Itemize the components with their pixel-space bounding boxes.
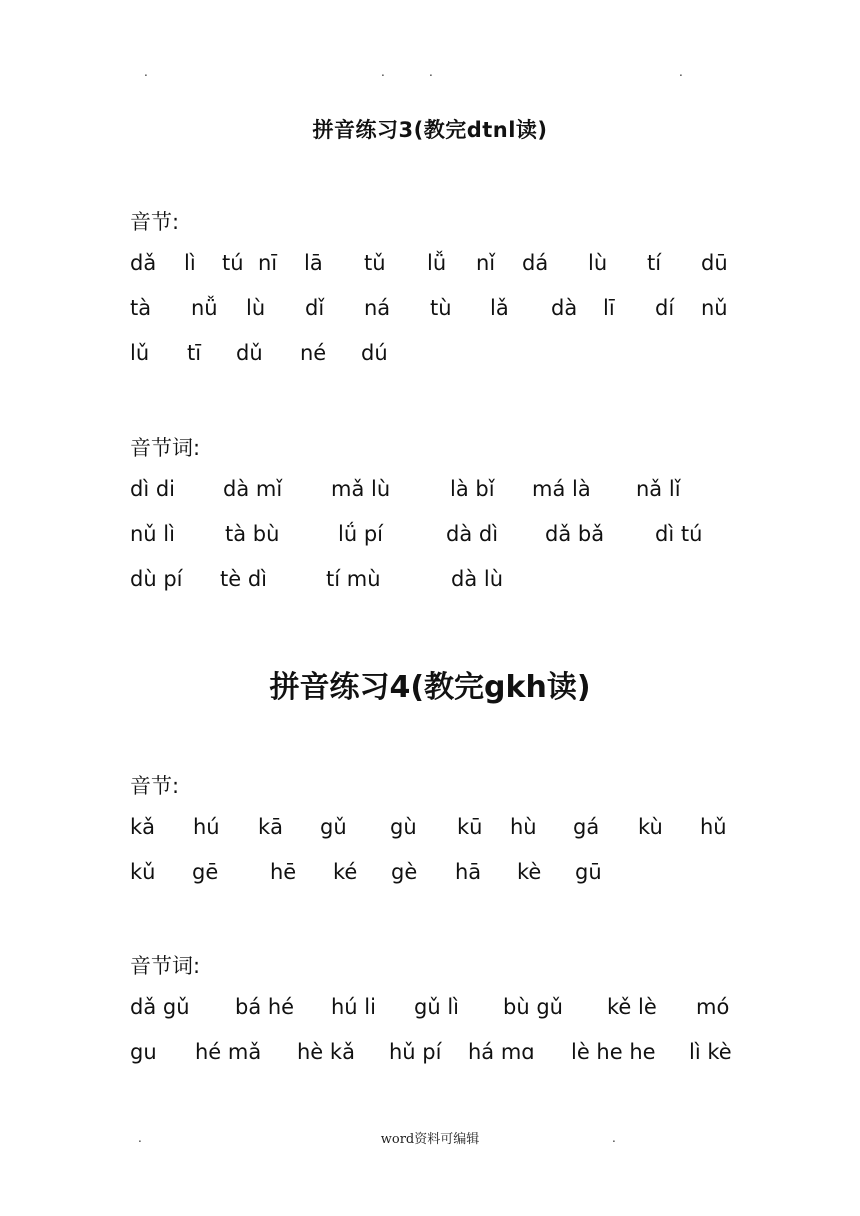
syllable: lǔ xyxy=(130,341,150,365)
syllable-word: mó xyxy=(696,995,730,1019)
syllable-word: dǎ gǔ xyxy=(130,995,190,1019)
syllable: hǔ xyxy=(700,815,727,839)
syllable: nǚ xyxy=(191,296,218,320)
syllable: kù xyxy=(638,815,663,839)
section3-title: 拼音练习3(教完dtnl读) xyxy=(312,118,548,142)
syllable: dà xyxy=(551,296,578,320)
syllable-word: gu xyxy=(130,1040,157,1064)
syllable: tù xyxy=(430,296,452,320)
section3-words-label: 音节词: xyxy=(130,436,201,460)
syllable-word: bá hé xyxy=(235,995,295,1019)
syllable-word: nǔ lì xyxy=(130,522,175,546)
syllable-word: bù gǔ xyxy=(503,995,563,1019)
syllable-word: kě lè xyxy=(607,995,657,1019)
syllable-word: tí mù xyxy=(326,567,381,591)
syllable: gū xyxy=(575,860,602,884)
syllable: gá xyxy=(573,815,600,839)
syllable: lù xyxy=(588,251,608,275)
syllable: kā xyxy=(258,815,284,839)
section4-words-label: 音节词: xyxy=(130,954,201,978)
syllable: kū xyxy=(457,815,483,839)
syllable-word: gǔ lì xyxy=(414,995,459,1019)
syllable: dí xyxy=(655,296,675,320)
syllable: kǎ xyxy=(130,815,156,839)
syllable: lī xyxy=(603,296,615,320)
syllable-word: há mɑ xyxy=(468,1040,535,1064)
section4-syllables-label: 音节: xyxy=(130,774,180,798)
syllable: lǎ xyxy=(490,296,509,320)
syllable-word: dà mǐ xyxy=(223,477,283,501)
syllable: ná xyxy=(364,296,391,320)
syllable: lù xyxy=(246,296,266,320)
syllable: gǔ xyxy=(320,815,347,839)
syllable: ké xyxy=(333,860,358,884)
syllable: hú xyxy=(193,815,220,839)
syllable-word: tà bù xyxy=(225,522,280,546)
syllable-word: hé mǎ xyxy=(195,1040,262,1064)
syllable: dǐ xyxy=(305,296,325,320)
syllable: dú xyxy=(361,341,388,365)
syllable-word: dà lù xyxy=(451,567,504,591)
syllable: lì xyxy=(184,251,196,275)
section4-title: 拼音练习4(教完gkh读) xyxy=(269,670,591,705)
syllable: dǔ xyxy=(236,341,263,365)
header-dot: . xyxy=(381,65,385,79)
syllable-word: dì tú xyxy=(655,522,703,546)
syllable: kǔ xyxy=(130,860,156,884)
section3-syllables-label: 音节: xyxy=(130,210,180,234)
syllable-word: má là xyxy=(532,477,591,501)
syllable: né xyxy=(300,341,327,365)
syllable-word: dù pí xyxy=(130,567,183,591)
syllable: dá xyxy=(522,251,549,275)
footer-text: word资料可编辑 xyxy=(380,1132,480,1147)
syllable-word: hè kǎ xyxy=(297,1040,355,1064)
syllable: dǎ xyxy=(130,251,157,275)
syllable-word: tè dì xyxy=(220,567,267,591)
syllable-word: dì di xyxy=(130,477,176,501)
syllable: tǔ xyxy=(364,251,386,275)
syllable: gè xyxy=(391,860,418,884)
syllable-word: lè he he xyxy=(571,1040,656,1064)
syllable: tú xyxy=(222,251,244,275)
syllable-word: mǎ lù xyxy=(331,477,391,501)
syllable-word: dà dì xyxy=(446,522,499,546)
syllable: lǚ xyxy=(427,251,447,275)
syllable: dū xyxy=(701,251,728,275)
syllable: nī xyxy=(258,251,278,275)
syllable: nǐ xyxy=(476,251,496,275)
header-dot: . xyxy=(429,65,433,79)
syllable-word: hǔ pí xyxy=(389,1040,442,1064)
syllable: gù xyxy=(390,815,417,839)
syllable: hē xyxy=(270,860,297,884)
syllable: kè xyxy=(517,860,542,884)
syllable: tà xyxy=(130,296,152,320)
footer-dot: . xyxy=(612,1131,616,1145)
footer-dot: . xyxy=(138,1131,142,1145)
syllable-word: hú li xyxy=(331,995,376,1019)
syllable-word: nǎ lǐ xyxy=(636,477,681,501)
header-dot: . xyxy=(679,65,683,79)
syllable-word: là bǐ xyxy=(450,477,495,501)
syllable: hā xyxy=(455,860,482,884)
syllable: lā xyxy=(304,251,323,275)
syllable-word: dǎ bǎ xyxy=(545,522,605,546)
syllable: tí xyxy=(647,251,662,275)
syllable: hù xyxy=(510,815,537,839)
syllable-word: lǘ pí xyxy=(338,522,383,546)
syllable: nǔ xyxy=(701,296,728,320)
header-dot: . xyxy=(144,65,148,79)
syllable-word: lì kè xyxy=(689,1040,732,1064)
syllable: gē xyxy=(192,860,219,884)
syllable: tī xyxy=(187,341,202,365)
